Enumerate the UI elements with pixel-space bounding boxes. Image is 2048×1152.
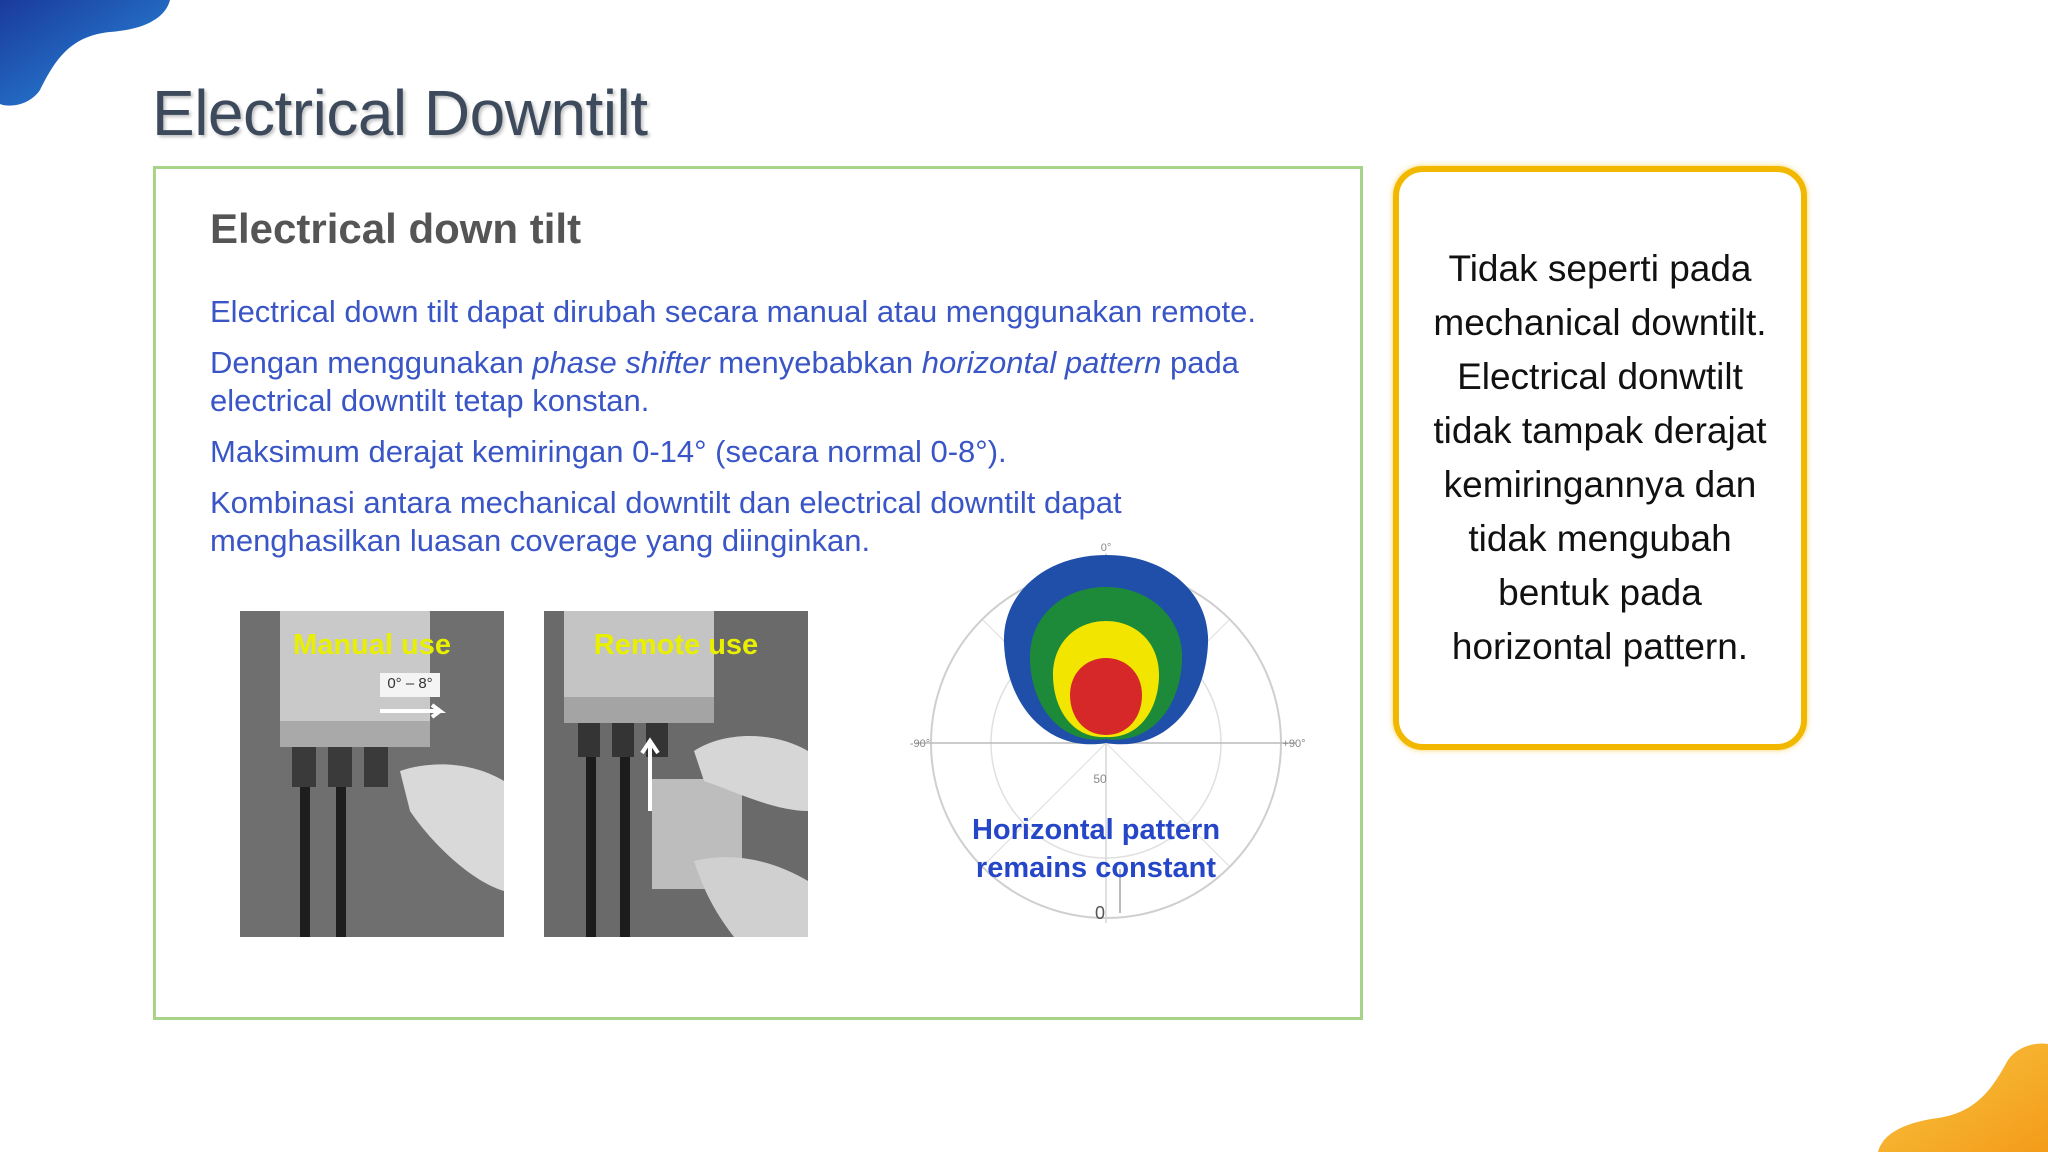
manual-range-label: 0° – 8° (387, 675, 433, 692)
bullet-text: Kombinasi antara mechanical downtilt dan electrical downtilt dapat menghasilkan luasan coverage yang diinginkan. (210, 485, 1122, 558)
bullet-text: Maksimum derajat kemiringan 0-14° (secara normal 0-8°). (210, 434, 1007, 469)
manual-use-photo (240, 611, 504, 937)
diagram-bottom-label: 0 (1094, 903, 1106, 923)
bullet-item (210, 344, 1290, 420)
callout-note-box (1393, 166, 1807, 750)
bullet-italic-term: phase shifter (532, 345, 710, 380)
section-heading: Electrical down tilt (210, 205, 582, 252)
bullet-item (210, 433, 1330, 471)
bullet-item (210, 293, 1330, 331)
diagram-caption-line-2: remains constant (975, 852, 1217, 884)
bullet-list (210, 293, 1330, 573)
remote-use-photo (544, 611, 808, 937)
corner-decoration-bottom-right (1868, 1042, 2048, 1152)
bullet-text: pada electrical downtilt tetap konstan. (210, 345, 1239, 418)
slide-title: Electrical Downtilt (152, 77, 648, 149)
diagram-center-label: 50 (1093, 772, 1107, 786)
callout-note-text: Tidak seperti pada mechanical downtilt. Electrical donwtilt tidak tampak derajat kemiringannya dan tidak mengubah bentuk pada horizontal pattern. (1433, 248, 1767, 667)
manual-use-label: Manual use (293, 629, 451, 661)
content-panel (153, 166, 1363, 1020)
diagram-caption (936, 811, 1256, 887)
pattern-lobe-red (1070, 658, 1142, 735)
bullet-text: Dengan menggunakan (210, 345, 533, 380)
bullet-text: menyebabkan (709, 345, 922, 380)
diagram-caption-line-1: Horizontal pattern (971, 814, 1221, 846)
remote-use-label: Remote use (593, 629, 759, 661)
bullet-text: Electrical down tilt dapat dirubah secara manual atau menggunakan remote. (210, 294, 1257, 329)
diagram-right-label: +90° (1282, 738, 1306, 750)
bullet-italic-term: horizontal pattern (921, 345, 1162, 380)
diagram-left-label: -90° (909, 738, 931, 750)
diagram-top-label: 0° (1100, 542, 1112, 554)
